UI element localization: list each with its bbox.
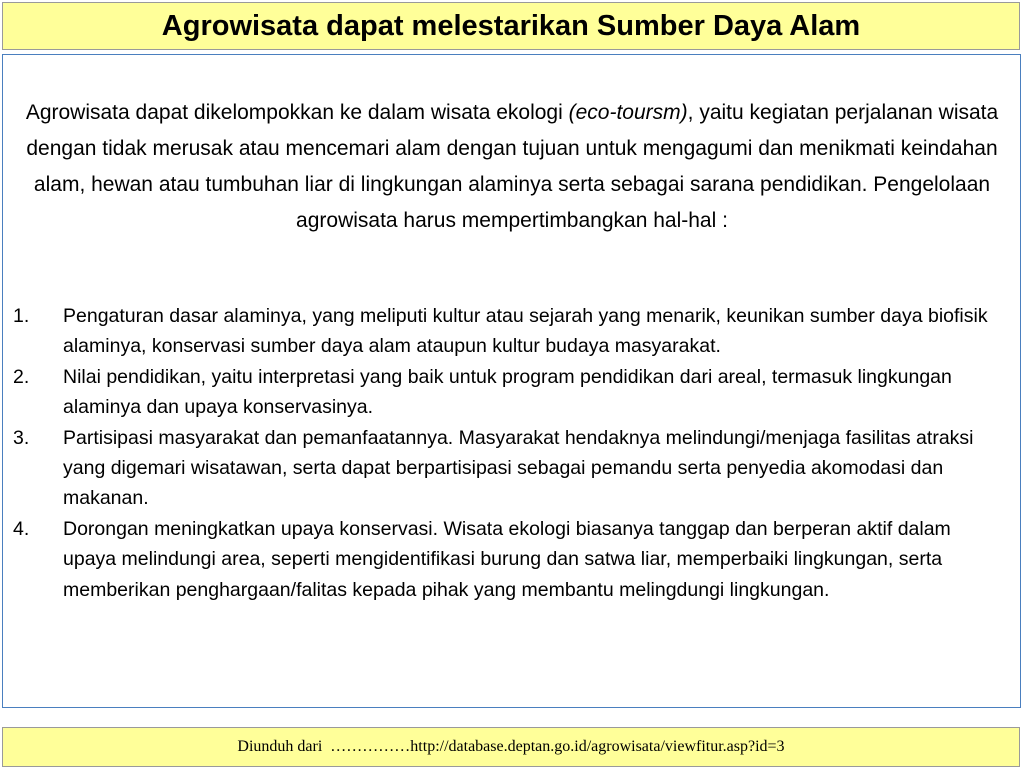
intro-text-end: , yaitu kegiatan perjalanan wisata dengan tidak merusak atau mencemari alam dengan tujuan untuk mengagumi dan menikmati keindahan alam, hewan atau tumbuhan liar di lingkungan alaminya serta sebagai sarana pendidikan. Pengelolaan agrowisata harus mempertimbangkan hal-hal :	[26, 101, 999, 232]
title-bar	[2, 2, 1020, 50]
list-item-text: Nilai pendidikan, yaitu interpretasi yang baik untuk program pendidikan dari areal, termasuk lingkungan alaminya dan upaya konservasinya.	[63, 365, 952, 419]
footer-bar	[2, 727, 1020, 767]
list-item-text: Partisipasi masyarakat dan pemanfaatannya. Masyarakat hendaknya melindungi/menjaga fasilitas atraksi yang digemari wisatawan, serta dapat berpartisipasi sebagai pemandu serta penyedia akomodasi dan makanan.	[63, 426, 974, 510]
list-item-number: 2.	[13, 365, 30, 388]
points-list	[3, 301, 1013, 605]
list-item	[3, 423, 1013, 514]
list-item-number: 3.	[13, 426, 30, 449]
list-item-text: Pengaturan dasar alaminya, yang meliputi kultur atau sejarah yang menarik, keunikan sumber daya biofisik alaminya, konservasi sumber daya alam ataupun kultur budaya masyarakat.	[63, 305, 988, 358]
source-citation: Diunduh dari ……………http://database.deptan.go.id/agrowisata/viewfitur.asp?id=3	[237, 738, 785, 755]
intro-text-start: Agrowisata dapat dikelompokkan ke dalam wisata ekologi	[25, 101, 569, 124]
intro-italic-term: (eco-toursm)	[568, 101, 688, 124]
list-item	[3, 301, 1013, 362]
content-box	[2, 54, 1021, 708]
list-item-number: 1.	[13, 305, 30, 327]
list-item	[3, 362, 1013, 423]
list-item-number: 4.	[13, 517, 30, 540]
intro-paragraph	[17, 95, 1007, 239]
list-item	[3, 514, 1013, 605]
slide-title: Agrowisata dapat melestarikan Sumber Daya Alam	[161, 9, 861, 42]
list-item-text: Dorongan meningkatkan upaya konservasi. Wisata ekologi biasanya tanggap dan berperan aktif dalam upaya melindungi area, seperti mengidentifikasi burung dan satwa liar, memperbaiki lingkungan, serta memberikan penghargaan/falitas kepada pihak yang membantu melingdungi lingkungan.	[63, 517, 951, 601]
